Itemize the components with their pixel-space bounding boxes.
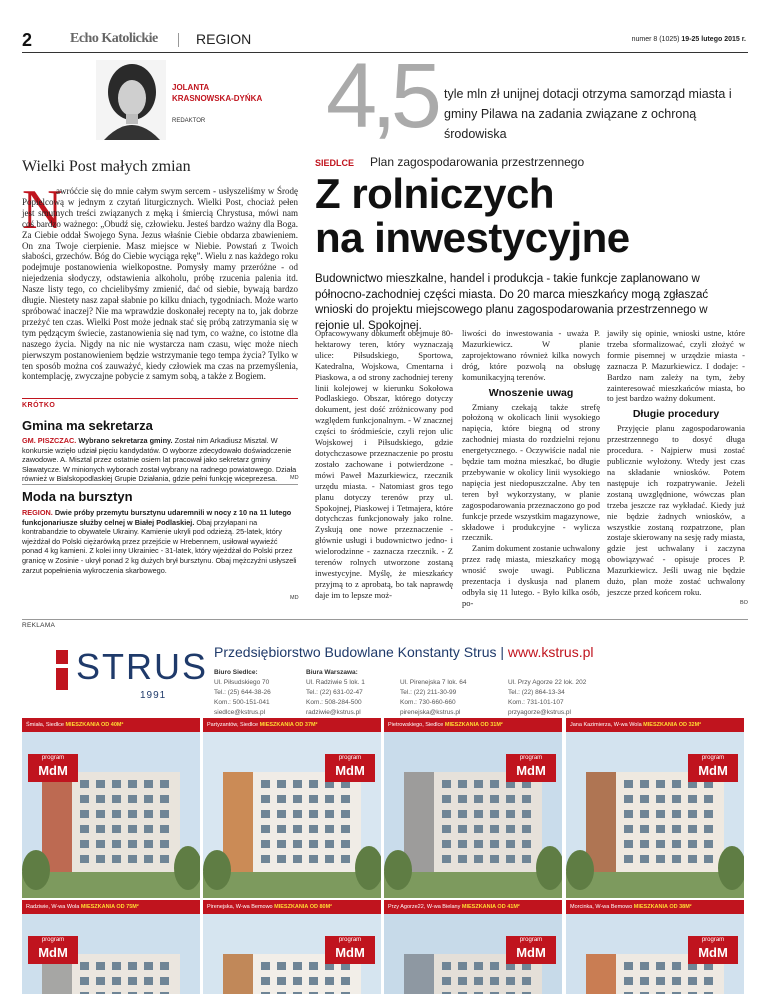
office-name xyxy=(508,668,628,678)
property-location: Radziwie, W-wa Wola xyxy=(26,904,80,910)
office-warszawa-pirenejska xyxy=(400,668,500,718)
article-location: SIEDLCE xyxy=(315,158,355,168)
program-name: MdM xyxy=(335,945,365,960)
big-figure-caption: tyle mln zł unijnej dotacji otrzyma samorząd miasta i gminy Pilawa na zadania związane z ochroną środowiska xyxy=(444,87,732,141)
news-body-1 xyxy=(22,436,298,484)
office-mobile: Kom.: 500-151-041 xyxy=(214,699,270,706)
property-location: Morcinka, W-wa Bemowo xyxy=(570,904,633,910)
mdm-program-badge xyxy=(688,936,738,964)
property-price: MIESZKANIA OD 40M² xyxy=(65,722,124,728)
article-lead: Budownictwo mieszkalne, handel i produkcja - takie funkcje zaplanowano w północno-zachodniej części miasta. Do 20 marca mieszkańcy mogą zgłaszać wnioski do projektu miejscowego planu zagospodarowania przestrzennego w rejonie ul. Spokojnej. xyxy=(315,273,709,332)
property-label xyxy=(22,718,200,732)
news-title-2: Moda na bursztyn xyxy=(22,489,133,504)
office-name xyxy=(400,668,500,678)
office-email[interactable]: pirenejska@kstrus.pl xyxy=(400,709,461,716)
office-siedlce xyxy=(214,668,314,718)
mdm-program-badge xyxy=(325,754,375,782)
mdm-program-badge xyxy=(506,936,556,964)
office-mobile: Kom.: 508-284-500 xyxy=(306,699,362,706)
program-label: program xyxy=(701,755,725,761)
property-label xyxy=(566,718,744,732)
office-warszawa-radziwie xyxy=(306,668,406,718)
property-label xyxy=(203,718,381,732)
subhead-wnoszenie-uwag: Wnoszenie uwag xyxy=(488,386,574,399)
program-name: MdM xyxy=(516,945,546,960)
article-column-2 xyxy=(462,328,600,609)
mdm-program-badge xyxy=(28,754,78,782)
property-location: Jana Kazimierza, W-wa Wola xyxy=(570,722,642,728)
news-text-2: Obaj przyłapani na kontrabandzie to obywatele Ukrainy. Kamienie ukryli pod odzieżą. 25-latek, który wjeżdżał do Polski ciężarówką przez przejście w Hrebennem, usiłował wywieźć ponad 4 kg kamieni. Z kolei inny Ukrainiec - 31-latek, który wjeżdżał do Polski przez granicę w Zosinie - ukrył ponad 2 kg dużych brył bursztynu. Obaj mężczyźni usłyszeli zarzut popełnienia wykroczenia skarbowego. xyxy=(22,517,297,575)
program-name: MdM xyxy=(38,945,68,960)
ad-rule xyxy=(22,619,748,620)
office-phone: Tel.: (22) 631-02-47 xyxy=(306,689,363,696)
program-name: MdM xyxy=(698,945,728,960)
issue-number: numer 8 (1025) xyxy=(631,36,680,43)
masthead-separator xyxy=(178,33,179,47)
property-tile-8[interactable] xyxy=(566,900,744,994)
news-title-1: Gmina ma sekretarza xyxy=(22,418,153,433)
mdm-program-badge xyxy=(506,754,556,782)
office-email[interactable]: radziwie@kstrus.pl xyxy=(306,709,361,716)
columnist-photo xyxy=(96,60,166,140)
property-price: MIESZKANIA OD 75M² xyxy=(80,904,139,910)
section-label: REGION xyxy=(196,31,252,47)
article-kicker: Plan zagospodarowania przestrzennego xyxy=(370,155,585,169)
property-tile-1[interactable] xyxy=(22,718,200,898)
property-price: MIESZKANIA OD 80M² xyxy=(274,904,333,910)
issue-dates: 19-25 lutego 2015 r. xyxy=(681,36,746,43)
program-name: MdM xyxy=(516,763,546,778)
property-label xyxy=(22,900,200,914)
property-tile-7[interactable] xyxy=(384,900,562,994)
property-label xyxy=(384,718,562,732)
office-address: Ul. Pirenejska 7 lok. 64 xyxy=(400,679,467,686)
program-label: program xyxy=(519,937,543,943)
property-price: MIESZKANIA OD 38M² xyxy=(633,904,692,910)
property-label xyxy=(203,900,381,914)
office-email[interactable]: siedlce@kstrus.pl xyxy=(214,709,266,716)
property-tile-5[interactable] xyxy=(22,900,200,994)
strus-logo-mark-icon xyxy=(56,650,68,690)
property-location: Pietrowskiego, Siedlce xyxy=(388,722,444,728)
article-column-1 xyxy=(315,328,453,601)
article-signature: BO xyxy=(740,600,748,606)
office-warszawa-przy-agorze xyxy=(508,668,628,718)
property-location: Śmiała, Siedlce xyxy=(26,722,64,728)
office-address: Ul. Piłsudskiego 70 xyxy=(214,679,270,686)
columnist-first-name: JOLANTA xyxy=(172,83,210,92)
property-price: MIESZKANIA OD 31M² xyxy=(444,722,503,728)
office-address: Ul. Radziwie 5 lok. 1 xyxy=(306,679,365,686)
program-label: program xyxy=(41,755,65,761)
article-col2-text-c: Zanim dokument zostanie uchwalony przez radę miasta, mieszkańcy mogą wnosić swoje uwagi. Publiczna prezentacja i dyskusja nad planem odbyła się 11 lutego. - Było kilka osób, po- xyxy=(462,543,600,608)
office-mobile: Kom.: 731-101-107 xyxy=(508,699,564,706)
news-location-1: GM. PISZCZAC. xyxy=(22,436,77,445)
column-title: Wielki Post małych zmian xyxy=(22,158,191,175)
property-tile-4[interactable] xyxy=(566,718,744,898)
news-signature-1: MD xyxy=(290,475,299,481)
office-phone: Tel.: (25) 644-38-26 xyxy=(214,689,271,696)
article-col2-text-a: liwości do inwestowania - uważa P. Mazurkiewicz. W planie zaprojektowano również kilka nowych dróg, które pozwolą na obsługę komunikacyjną terenów. xyxy=(462,328,600,382)
office-email[interactable]: przyagorze@kstrus.pl xyxy=(508,709,571,716)
property-price: MIESZKANIA OD 37M² xyxy=(259,722,318,728)
page-number: 2 xyxy=(22,30,33,50)
office-name: Biura Warszawa: xyxy=(306,669,358,676)
program-label: program xyxy=(338,755,362,761)
property-label xyxy=(566,900,744,914)
article-col3-text-a: jawiły się opinie, wnioski ustne, które trzeba sformalizować, czyli złożyć w formie pisemnej w urzędzie miasta - zaznacza P. Mazurkiewicz. I dodaje: - Bardzo nam zależy na tym, żeby zainteresować mieszkańców miasta, bo to jest bardzo ważny dokument. xyxy=(607,328,745,404)
news-location-2: REGION. xyxy=(22,508,53,517)
headline-line-2: na inwestycyjne xyxy=(315,214,630,261)
property-price: MIESZKANIA OD 41M² xyxy=(461,904,520,910)
property-label xyxy=(384,900,562,914)
office-mobile: Kom.: 730-660-660 xyxy=(400,699,456,706)
program-name: MdM xyxy=(38,763,68,778)
dropcap: N xyxy=(22,179,63,241)
office-phone: Tel.: (22) 211-30-99 xyxy=(400,689,457,696)
strus-logo-text: STRUS xyxy=(76,646,209,687)
office-phone: Tel.: (22) 864-13-34 xyxy=(508,689,565,696)
property-location: Partyzantów, Siedlce xyxy=(207,722,259,728)
program-label: program xyxy=(701,937,725,943)
news-text-1: Został nim Arkadiusz Misztal. W konkursie wzięło udział pięciu kandydatów. O wyborze zdecydowało doświadczenie zawodowe. A. Misztal przez ostatnie osiem lat pracował jako sekretarz gminy Sławatycze. W minionych wyborach został wybrany na radnego powiatowego. Działa również w Bialskopodlaskiej Grupie Działania, gdzie pełni funkcję wiceprezesa. xyxy=(22,436,297,484)
article-col3-text-b: Przyjęcie planu zagospodarowania przestrzennego to dosyć długa procedura. - Najpierw musi zostać publicznie wyłożony. Wtedy jest czas na składanie wniosków. Potem następuje ich rozpatrywanie. Jeżeli zostaną uwzględnione, wówczas plan trzeba jeszcze raz wykładać. Kiedy już nie będzie żadnych wniosków, a wszystkie zostaną rozpatrzone, plan zostaje skierowany na sesję rady miasta, gdzie jest uchwalany i zaczyna obowiązywać - opisuje proces P. Mazurkiewicz. Jeśli uwag nie będzie dużo, plan może zostać uchwalony jeszcze przed końcem roku. xyxy=(607,423,745,597)
strus-logo-year: 1991 xyxy=(140,690,167,701)
property-tile-6[interactable] xyxy=(203,900,381,994)
krotko-rule xyxy=(22,398,298,399)
news-lead-2: Dwie próby przemytu bursztynu udaremnili w nocy z 10 na 11 lutego funkcjonariusze służby celnej w Białej Podlaskiej. xyxy=(22,508,292,527)
article-col2-text-b: Zmiany czekają także strefę położoną w okolicach linii wysokiego napięcia, które biegną od strony zachodniej miasta do rozdzielni rejonu energetycznego. - Oczywiście nadal nie będzie tam można mieszkać, bo długie przebywanie w okolicy linii wysokiego napięcia jest niedopuszczalne. Aby ten teren był wykorzystany, w planie zagospodarowania przeznaczono go pod funkcje przede wszystkim magazynowe, składowe i produkcyjne - wylicza rzecznik. xyxy=(462,401,600,543)
program-name: MdM xyxy=(335,763,365,778)
ad-company-title xyxy=(214,644,593,660)
ad-website-link[interactable]: www.kstrus.pl xyxy=(507,644,594,660)
property-tile-3[interactable] xyxy=(384,718,562,898)
issue-info xyxy=(632,36,746,43)
news-lead-1: Wybrano sekretarza gminy. xyxy=(78,436,173,445)
mdm-program-badge xyxy=(28,936,78,964)
property-location: Pirenejska, W-wa Bemowo xyxy=(207,904,273,910)
big-figure: 4,5 xyxy=(326,45,436,147)
program-name: MdM xyxy=(698,763,728,778)
property-tile-2[interactable] xyxy=(203,718,381,898)
mdm-program-badge xyxy=(325,936,375,964)
program-label: program xyxy=(338,937,362,943)
subhead-dlugie-procedury: Długie procedury xyxy=(632,408,720,421)
columnist-name xyxy=(172,82,282,104)
office-address: Ul. Przy Agorze 22 lok. 202 xyxy=(508,679,587,686)
ad-label: REKLAMA xyxy=(22,622,56,629)
mdm-program-badge xyxy=(688,754,738,782)
article-column-3 xyxy=(607,328,745,598)
news-divider xyxy=(22,484,298,485)
office-name: Biuro Siedlce: xyxy=(214,669,258,676)
article-col1-text: Opracowywany dokument obejmuje 80-hektarowy teren, który wyznaczają ulice: Piłsudskiego, Sportowa, Katedralna, Wojskowa, Cmentarna i Piaskowa, a od strony zachodniej tereny linii kolejowej w kierunku Sokołowa Podlaskiego. Obszar, którego dotyczy dokument, jest dość zróżnicowany pod względem funkcjonalnym. - W znacznej części to śródmieście, czyli rejon ulic Wojskowej i Piłsudskiego, gdzie dotychczasowe przeznaczenie po prostu zostało zachowane i potwierdzone - mówi Paweł Mazurkiewicz, rzecznik urzędu miasta. - Natomiast gros tego planu dotyczy terenów przy ul. Spokojnej, Piaskowej i Tetmajera, które dotychczas funkcjonowały jako rolne. Zyskują one nowe przeznaczenie - głównie usługi i budownictwo jedno- i wielorodzinne - zaznacza rzecznik. - Z terenów rolnych utworzone zostaną inwestycyjne. Myślę, że mieszkańcy przyjmą to z aprobatą, bo tak naprawdę daje im to lepsze moż- xyxy=(315,328,453,600)
property-price: MIESZKANIA OD 32M² xyxy=(643,722,702,728)
news-body-2 xyxy=(22,508,298,575)
column-text: awróćcie się do mnie całym swym sercem - usłyszeliśmy w Środę Popielcową w jednym z czytań liturgicznych. Wielki Post, chociaż pełen jest smutnych treści związanych z męką i śmiercią Chrystusa, mówi nam coś bardzo ważnego: „Obudź się, człowieku. Jesteś bardzo ważny dla Boga. Za Ciebie oddał Swojego Syna. Jezus właśnie Ciebie obdarza zbawieniem. On zna Twoje cierpienie. Masz miejsce w Niebie. Powstań z Twoich słabości, grzechów. Bóg do Ciebie wyciąga rękę”. Wielu z nas każdego roku podejmuje postanowienia wielkopostne. Pomysły mamy przeróżne - od niejedzenia słodyczy, odstawienia alkoholu, próbę rzucenia palenia itd. Nasze listy tego, co chcielibyśmy zmienić, dać od siebie, bywają bardzo długie. Niestety nasz zapał słabnie po kilku dniach, tygodniach. Może warto spróbować inaczej? Nie ma wprawdzie doskonałej recepty na to, jak dobrze przeżyć ten czas. Wielki Post może jednak stać się próbą zatrzymania się w tym pędzącym świecie, zastanowienia się nad tym, co ważne, co istotne dla naszego życia. Nigdy na nic nie wystarcza nam czasu, więc może niech pierwszym postanowieniem będzie wstrzymanie tego tempa życia? Tylko w ten sposób można coś zauważyć, kiedy człowiek ma czas na przemyślenia, kontemplację, zwyczajne pobycie z samym sobą, a także z Bogiem. xyxy=(22,186,298,382)
columnist-last-name: KRASNOWSKA-DYŃKA xyxy=(172,94,263,103)
property-location: Przy Agorze22, W-wa Bielany xyxy=(388,904,461,910)
program-label: program xyxy=(41,937,65,943)
columnist-role: REDAKTOR xyxy=(172,118,206,124)
masthead-logo: Echo Katolickie xyxy=(70,31,158,46)
headline-line-1: Z rolniczych xyxy=(315,170,555,217)
program-label: program xyxy=(519,755,543,761)
article-headline xyxy=(315,172,745,260)
news-signature-2: MD xyxy=(290,595,299,601)
krotko-label: KRÓTKO xyxy=(22,402,56,409)
ad-company-name: Przedsiębiorstwo Budowlane Konstanty Strus | xyxy=(214,644,505,660)
column-body xyxy=(22,186,298,382)
